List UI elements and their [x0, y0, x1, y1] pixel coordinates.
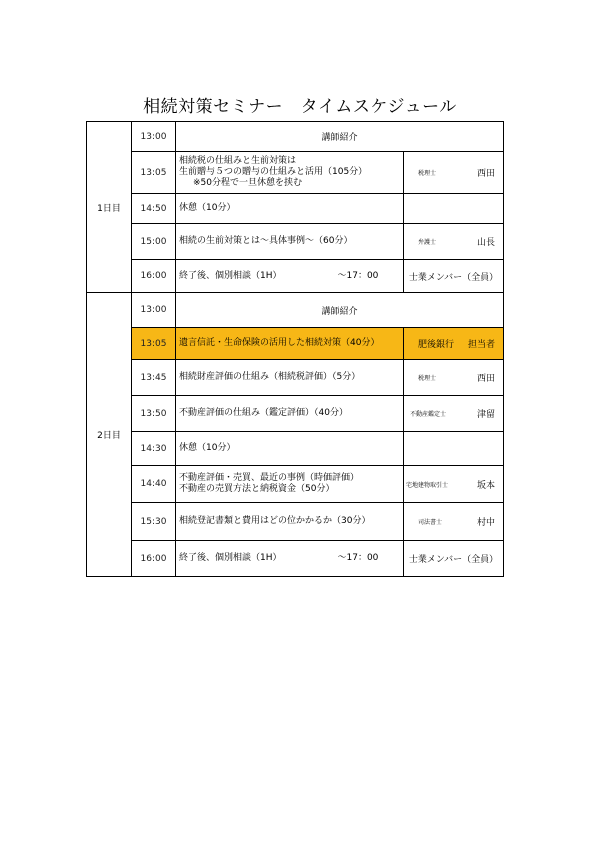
- table-row: [87, 122, 504, 152]
- session-line: 不動産の売買方法と納税資金（50分）: [179, 484, 335, 494]
- table-row: [87, 224, 504, 260]
- page-title: 相続対策セミナー タイムスケジュール: [143, 97, 457, 117]
- lecturer-intro: 講師紹介: [176, 122, 504, 152]
- time-cell: 14:30: [132, 432, 176, 466]
- presenter-cell: [404, 224, 504, 260]
- time-cell: 13:05: [132, 328, 176, 360]
- session-line: 遺言信託・生命保険の活用した相続対策（40分）: [179, 338, 380, 348]
- session-line: 相続の生前対策とは～具体事例～（60分）: [179, 236, 353, 246]
- time-cell: 14:50: [132, 194, 176, 224]
- table-row-highlighted: [87, 328, 504, 360]
- time-cell: 16:00: [132, 260, 176, 293]
- presenter-name: 坂本: [477, 480, 496, 491]
- presenter-cell: [404, 328, 504, 360]
- day-label: 1日目: [87, 122, 132, 293]
- presenter-cell: [404, 432, 504, 466]
- lecturer-intro: 講師紹介: [176, 293, 504, 328]
- session-content: [176, 224, 404, 260]
- session-line: 休憩（10分）: [179, 443, 236, 453]
- time-cell: 13:00: [132, 293, 176, 328]
- presenter-role: 弁護士: [418, 239, 437, 246]
- presenter-name: 津留: [477, 410, 496, 420]
- table-row: [87, 466, 504, 503]
- presenter-name: 担当者: [468, 340, 496, 350]
- presenter-role: 税理士: [418, 170, 437, 177]
- table-row: [87, 152, 504, 194]
- time-cell: 13:05: [132, 152, 176, 194]
- time-cell: 15:00: [132, 224, 176, 260]
- session-line: 生前贈与５つの贈与の仕組みと活用（105分）: [179, 167, 368, 177]
- table-row: [87, 541, 504, 577]
- time-cell: 13:00: [132, 122, 176, 152]
- presenter-cell: [404, 541, 504, 577]
- session-line: 相続税の仕組みと生前対策は: [179, 156, 297, 166]
- presenter-cell: [404, 152, 504, 194]
- time-cell: 13:50: [132, 396, 176, 432]
- session-content: [176, 432, 404, 466]
- session-content: [176, 396, 404, 432]
- session-line: 終了後、個別相談（1H）: [179, 553, 282, 563]
- presenter-cell: [404, 194, 504, 224]
- session-content: [176, 194, 404, 224]
- presenter-role: 不動産鑑定士: [410, 411, 447, 418]
- presenter-name: 山長: [477, 238, 496, 248]
- session-line: 相続登記書類と費用はどの位かかるか（30分）: [179, 516, 371, 526]
- session-line: 不動産評価の仕組み（鑑定評価）（40分）: [179, 408, 348, 418]
- presenter-name: 西田: [477, 374, 496, 384]
- table-row: [87, 293, 504, 328]
- schedule-table: [86, 121, 504, 577]
- time-cell: 16:00: [132, 541, 176, 577]
- time-cell: 15:30: [132, 503, 176, 541]
- session-content: [176, 152, 404, 194]
- time-cell: 14:40: [132, 466, 176, 503]
- presenter-cell: [404, 503, 504, 541]
- session-content: [176, 260, 404, 293]
- presenter-cell: [404, 396, 504, 432]
- presenter-cell: [404, 466, 504, 503]
- table-row: [87, 396, 504, 432]
- session-note: ※50分程で一旦休憩を挟む: [193, 178, 302, 188]
- presenter-name: 村中: [477, 518, 496, 528]
- presenter-name: 西田: [477, 169, 496, 179]
- all-members: 士業メンバー（全員）: [408, 272, 499, 283]
- time-cell: 13:45: [132, 360, 176, 396]
- session-line: 休憩（10分）: [179, 203, 236, 213]
- table-row: [87, 260, 504, 293]
- table-row: [87, 360, 504, 396]
- session-line: 終了後、個別相談（1H）: [179, 270, 282, 281]
- end-time: ～17：00: [337, 553, 379, 563]
- presenter-role: 司法書士: [418, 519, 443, 526]
- table-row: [87, 194, 504, 224]
- presenter-role: 肥後銀行: [418, 340, 455, 350]
- all-members: 士業メンバー（全員）: [408, 555, 499, 565]
- session-content: [176, 360, 404, 396]
- table-row: [87, 503, 504, 541]
- presenter-role: 税理士: [418, 375, 437, 382]
- session-content: [176, 541, 404, 577]
- presenter-cell: [404, 260, 504, 293]
- session-content: [176, 328, 404, 360]
- session-line: 不動産評価・売買、最近の事例（時価評価）: [179, 473, 360, 483]
- table-row: [87, 432, 504, 466]
- session-content: [176, 503, 404, 541]
- end-time: ～17：00: [337, 270, 379, 281]
- presenter-cell: [404, 360, 504, 396]
- presenter-role: 宅地建物取引士: [406, 481, 449, 489]
- session-line: 相続財産評価の仕組み（相続税評価）（5分）: [179, 372, 361, 382]
- session-content: [176, 466, 404, 503]
- day-label: 2日目: [87, 293, 132, 577]
